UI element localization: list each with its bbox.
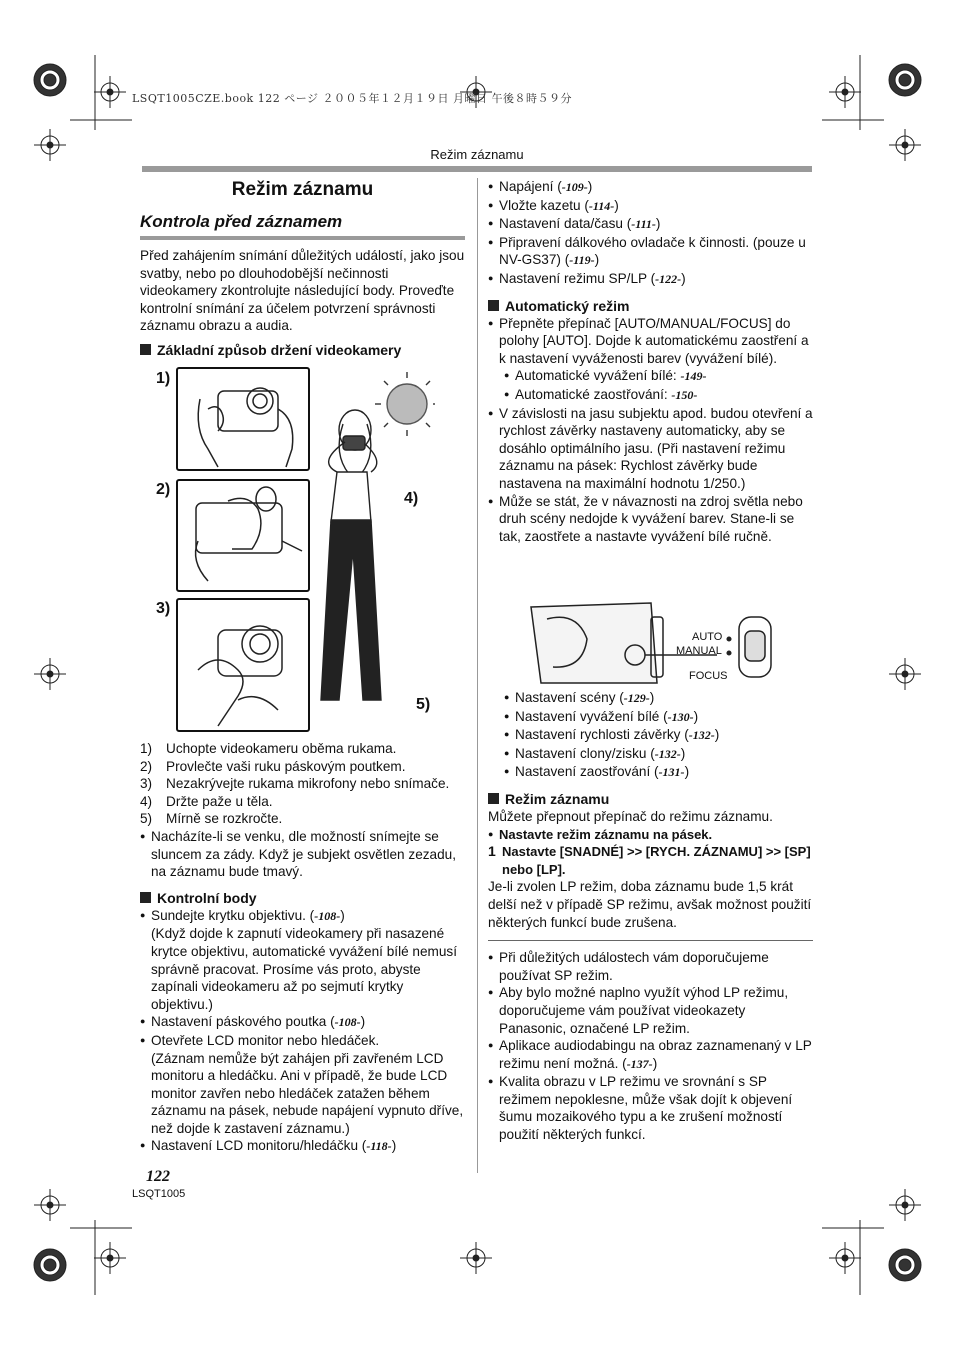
- crosshair-12: [460, 1242, 492, 1274]
- column-divider: [477, 178, 478, 1173]
- list-item: ● V závislosti na jasu subjektu apod. budou otevření a rychlost závěrky nastaveny automaticky, aby se dosáhlo optimálního jasu. (Při nastavení režimu záznamu na pásek: Rychlost závěrky bude nastavena na maximální hodnotu 1/250.): [488, 405, 813, 493]
- manual-list: [488, 689, 813, 782]
- fig-label-2: 2): [156, 481, 171, 498]
- list-item: ● Automatické vyvážení bílé: -149-: [504, 367, 813, 386]
- fig-label-5: 5): [416, 696, 431, 713]
- crosshair-8: [94, 1242, 126, 1274]
- panel-grip-belt: [176, 479, 310, 592]
- lp-text: Je-li zvolen LP režim, doba záznamu bude 1,5 krát delší než v případě SP režimu, avšak možnost použití některých funkcí bude zrušena.: [488, 879, 812, 930]
- holding-heading: Základní způsob držení videokamery: [140, 341, 465, 359]
- auto-sub-list: [488, 367, 813, 404]
- checks-heading: Kontrolní body: [140, 889, 465, 907]
- square-bullet-icon: [140, 344, 151, 355]
- list-item: ● Napájení (-109-): [488, 178, 813, 197]
- list-item: ● Při důležitých událostech vám doporučujeme používat SP režim.: [488, 949, 813, 984]
- left-column-lower: [140, 740, 465, 1156]
- checks-list: [140, 907, 465, 1156]
- running-head: Režim záznamu: [430, 147, 524, 162]
- record-text: Můžete přepnout přepínač do režimu záznamu.: [488, 808, 773, 824]
- list-item: ● Připravení dálkového ovladače k činnosti. (pouze u NV-GS37) (-119-): [488, 234, 813, 270]
- list-item: ● Nastavení LCD monitoru/hledáčku (-118-): [140, 1137, 465, 1156]
- holding-step: 1) Uchopte videokameru oběma rukama.: [140, 741, 397, 756]
- holding-step: 2) Provlečte vaši ruku páskovým poutkem.: [140, 758, 406, 774]
- list-item: ● Nastavení vyvážení bílé (-130-): [504, 708, 813, 727]
- list-item: ● Aplikace audiodabingu na obraz zaznamenaný v LP režimu není možná. (-137-): [488, 1037, 813, 1073]
- holding-step: 5) Mírně se rozkročte.: [140, 811, 283, 827]
- list-item: ● Nastavení páskového poutka (-108-): [140, 1013, 465, 1032]
- crosshair-1: [94, 76, 126, 108]
- fig-label-4: 4): [404, 490, 419, 507]
- doc-code: LSQT1005: [132, 1188, 186, 1200]
- list-item-cont: (Když dojde k zapnutí videokamery při nasazené krytce objektivu, automatické vyvážení bílé nemusí správně pracovat. Prosíme vás proto, abyste zapínali videokameru až po sejmutí krytky objektivu.): [151, 926, 457, 1012]
- page-title: Režim záznamu: [231, 179, 374, 200]
- auto-heading: Automatický režim: [488, 297, 813, 315]
- crosshair-7: [889, 658, 921, 690]
- list-item: ● Sundejte krytku objektivu. (-108-): [140, 907, 465, 926]
- list-item: ● Nastavení zaostřování (-131-): [504, 763, 813, 782]
- list-item: ● Otevřete LCD monitor nebo hledáček.: [140, 1032, 465, 1050]
- registration-mark-bl: [34, 1249, 66, 1281]
- list-item: ● Vložte kazetu (-114-): [488, 197, 813, 216]
- page-number: 122: [146, 1168, 170, 1185]
- switch-auto-label: AUTO: [692, 631, 723, 643]
- camera-hands-illustration-2: [178, 481, 308, 590]
- fig-label-3: 3): [156, 600, 171, 617]
- intro-paragraph: Před zahájením snímání důležitých událostí, jako jsou svatby, nebo po dlouhodobější nečinnosti videokamery zkontrolujte následující body. Proveďte kontrolní snímání za účelem potvrzení správnosti záznamu obrazu a audia.: [140, 248, 465, 334]
- list-item: ● Nastavte režim záznamu na pásek.: [488, 826, 813, 844]
- section-subtitle: Kontrola před záznamem: [140, 211, 465, 240]
- holding-note-list: [140, 828, 465, 881]
- sun-icon: [375, 372, 435, 436]
- record-notes: [488, 949, 813, 1144]
- crosshair-11: [889, 1189, 921, 1221]
- switch-manual-label: MANUAL: [676, 645, 722, 657]
- fig-label-1: 1): [156, 370, 171, 387]
- registration-mark-br: [889, 1249, 921, 1281]
- crosshair-10: [829, 1242, 861, 1274]
- record-heading: Režim záznamu: [488, 790, 813, 808]
- holding-step: 3) Nezakrývejte rukama mikrofony nebo snímače.: [140, 776, 450, 792]
- record-step: 1 Nastavte [SNADNÉ] >> [RYCH. ZÁZNAMU] >> [SP] nebo [LP].: [488, 843, 811, 877]
- square-bullet-icon: [488, 300, 499, 311]
- holding-step: 4) Držte paže u těla.: [140, 793, 273, 809]
- panel-both-hands: [176, 367, 310, 471]
- top-rule: [142, 166, 812, 172]
- holding-steps: [140, 740, 465, 828]
- crosshair-3: [829, 76, 861, 108]
- camera-hands-illustration-3: [178, 600, 308, 730]
- square-bullet-icon: [140, 892, 151, 903]
- record-bold-list: [488, 826, 813, 844]
- right-column: [488, 178, 813, 545]
- crosshair-6: [34, 658, 66, 690]
- left-column: [140, 178, 465, 359]
- holding-note: ● Nacházíte-li se venku, dle možností snímejte se sluncem za zády. Když je subjekt osvětlen zezadu, na záznamu bude tmavý.: [140, 828, 465, 881]
- registration-mark-tr: [889, 64, 921, 96]
- holding-figure: [140, 362, 465, 734]
- auto-list: [488, 315, 813, 368]
- list-item: ● Přepněte přepínač [AUTO/MANUAL/FOCUS] do polohy [AUTO]. Dojde k automatickému zaostření a k nastavení vyváženosti barev (vyvážení bílé).: [488, 315, 813, 368]
- list-item-cont: (Záznam nemůže být zahájen při zavřeném LCD monitoru a hledáčku. Ani v případě, že bude LCD monitor zavřen nebo hledáček zatažen během záznamu na pásek, nebude napájení vypnuto dříve, než dojde k zastavení záznamu.): [151, 1050, 464, 1136]
- separator: [488, 940, 813, 941]
- list-item: ● Nastavení scény (-129-): [504, 689, 813, 708]
- list-item: ● Nastavení režimu SP/LP (-122-): [488, 270, 813, 289]
- auto-list-2: [488, 405, 813, 546]
- right-column-lower: [488, 689, 813, 1144]
- list-item: ● Nastavení data/času (-111-): [488, 215, 813, 234]
- camera-switch-figure: [527, 597, 812, 687]
- list-item: ● Nastavení clony/zisku (-132-): [504, 745, 813, 764]
- person-illustration: [315, 362, 435, 734]
- camera-side-illustration: [527, 597, 812, 687]
- registration-mark-tl: [34, 64, 66, 96]
- switch-focus-label: FOCUS: [689, 670, 728, 682]
- list-item: ● Automatické zaostřování: -150-: [504, 386, 813, 405]
- checks-list-continued: [488, 178, 813, 289]
- list-item: ● Může se stát, že v návaznosti na zdroj světla nebo druh scény nedojde k vyvážení barev. Stane-li se tak, zaostřete a nastavte vyvážení bílé ručně.: [488, 493, 813, 546]
- list-item: ● Nastavení rychlosti závěrky (-132-): [504, 726, 813, 745]
- crosshair-9: [34, 1189, 66, 1221]
- list-item: ● Aby bylo možné naplno využít výhod LP režimu, doporučujeme vám používat videokazety Panasonic, označené LP režim.: [488, 984, 813, 1037]
- camera-hands-illustration-1: [178, 369, 308, 469]
- square-bullet-icon: [488, 793, 499, 804]
- print-header: LSQT1005CZE.book 122 ページ ２００５年１２月１９日 月曜日 午後８時５９分: [132, 92, 572, 105]
- panel-microphones: [176, 598, 310, 732]
- list-item: ● Kvalita obrazu v LP režimu ve srovnání s SP režimem nepoklesne, může však dojít k objevení šumu mozaikového typu a ke zrušení možností použití některých funkcí.: [488, 1073, 813, 1143]
